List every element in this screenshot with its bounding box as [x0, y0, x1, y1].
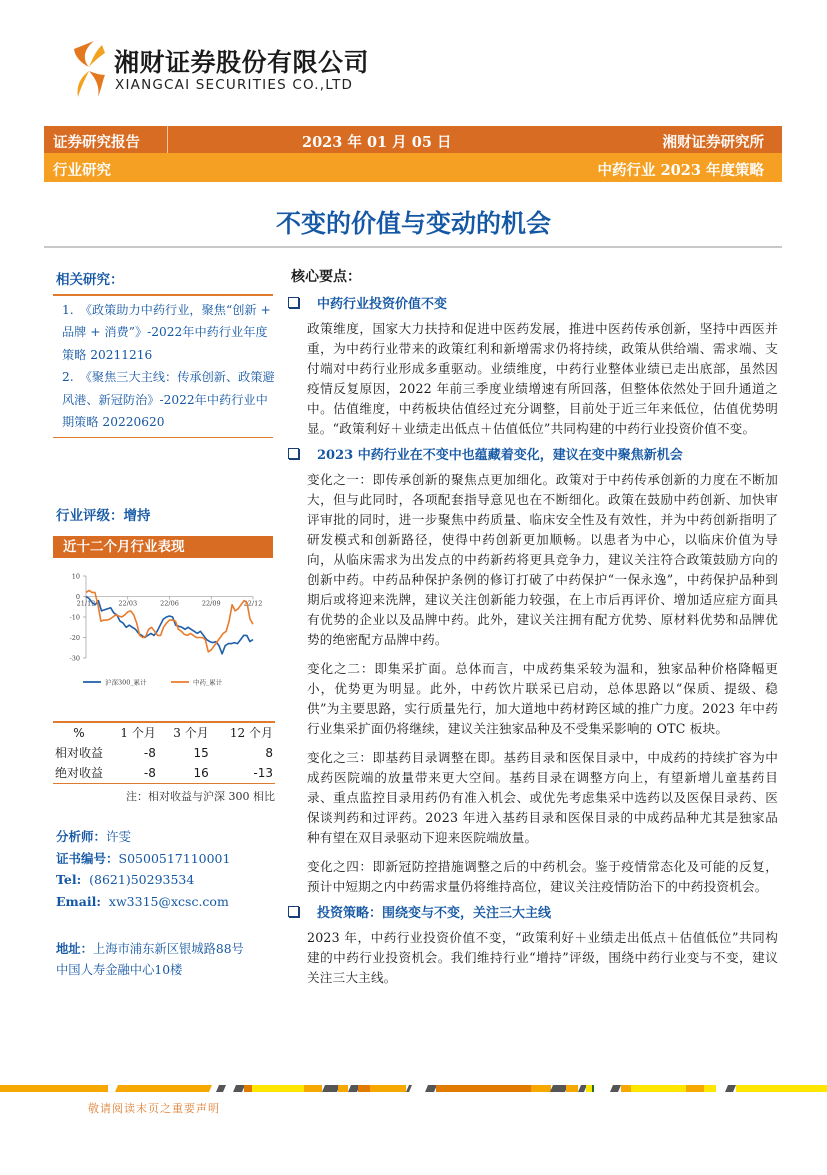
- analyst-info: [53, 826, 275, 912]
- related-research-heading: 相关研究：: [56, 272, 124, 288]
- y-tick-label: 0: [75, 593, 80, 601]
- email-address[interactable]: xw3315@xcsc.com: [108, 893, 229, 909]
- report-date: 2023 年 01 月 05 日: [302, 134, 452, 151]
- section-paragraph: 2023 年，中药行业投资价值不变，“政策利好＋业绩走出低点＋估值低位”共同构建的中药行业投资机会。我们维持行业“增持”评级，围绕中药行业变与不变，建议关注三大主线。: [307, 930, 778, 985]
- x-tick-label: 21/12: [76, 599, 96, 608]
- disclaimer-note: 敬请阅读末页之重要声明: [88, 1102, 220, 1115]
- analyst-name: 许雯: [106, 829, 132, 844]
- email-label: Email:: [56, 893, 101, 909]
- table-header: 1 个月: [120, 726, 156, 740]
- company-name-cn: 湘财证券股份有限公司: [114, 48, 370, 77]
- checkbox-bullet-icon: [288, 906, 299, 917]
- cert-label: 证书编号：: [56, 850, 119, 866]
- table-header: 3 个月: [173, 726, 209, 740]
- row-label: 绝对收益: [55, 766, 104, 780]
- table-header: %: [73, 725, 85, 740]
- section-paragraph: 变化之一：即传承创新的聚焦点更加细化。政策对于中药传承创新的力度在不断加大，但与此同时，各项配套指导意见也在不断细化。政策在鼓励中药创新、加快审评审批的同时，进一步聚焦中药质量、临床安全性及有效性，并为中药创新指明了研发模式和创新路径，使得中药创新更加顺畅。以患者为中心，以临床价值为导向，从临床需求为出发点的中药新药将更具竞争力，建议关注符合政策鼓励方向的创新中药。中药品种保护条例的修订打破了中药保护“一保永逸”，中药保护品种到期后或将迎来洗牌，建议关注创新能力较强，在上市后再评价、增加适应症方面具有优势的企业以及品牌中药。此外，建议关注拥有配方优势、原材料优势和品牌优势的绝密配方品牌中药。: [307, 472, 778, 647]
- row-label: 相对收益: [55, 746, 104, 760]
- y-tick-label: -20: [69, 634, 80, 642]
- page-footer: [0, 1085, 827, 1130]
- table-cell: 16: [193, 765, 209, 780]
- address-line: 上海市浦东新区银城路88号: [92, 942, 244, 956]
- analyst-label: 分析师：: [56, 829, 107, 844]
- sidebar: [53, 268, 275, 981]
- table-cell: -13: [253, 765, 273, 780]
- y-tick-label: -10: [69, 613, 80, 622]
- tel-label: Tel:: [56, 872, 82, 887]
- table-cell: -8: [143, 745, 156, 760]
- y-tick-label: -30: [69, 654, 80, 663]
- table-note: 注：相对收益与沪深 300 相比: [126, 790, 275, 803]
- band-divider: [167, 126, 168, 153]
- table-row: [55, 763, 273, 783]
- section-heading-text: 中药行业投资价值不变: [317, 297, 448, 312]
- section-heading-text: 2023 中药行业在不变中也蕴藏着变化，建议在变中聚焦新机会: [317, 448, 683, 463]
- checkbox-bullet-icon: [288, 297, 299, 308]
- section-heading: [288, 905, 778, 923]
- address-info: [53, 938, 275, 981]
- section-heading-text: 投资策略：围绕变与不变，关注三大主线: [317, 906, 552, 921]
- company-name-en: XIANGCAI SECURITIES CO.,LTD: [115, 77, 354, 93]
- related-bottom-rule: [53, 437, 273, 439]
- section-heading: [288, 296, 778, 314]
- x-tick-label: 22/09: [201, 599, 221, 608]
- checkbox-bullet-icon: [288, 448, 299, 459]
- performance-heading: 近十二个月行业表现: [53, 536, 273, 558]
- page-title: 不变的价值与变动的机会: [275, 209, 551, 238]
- cert-number: S0500517110001: [118, 850, 231, 866]
- report-category: 行业研究: [53, 162, 111, 179]
- institute-name: 湘财证券研究所: [662, 134, 764, 151]
- address-label: 地址：: [56, 941, 93, 956]
- header-band-primary: [44, 126, 782, 153]
- legend-label: 沪深300_累计: [105, 678, 147, 687]
- section-paragraph: 政策维度，国家大力扶持和促进中医药发展，推进中医药传承创新，坚持中西医并重，为中药行业带来的政策红利和新增需求仍将持续，政策从供给端、需求端、支付端对中药行业形成多重驱动。业绩维度，中药行业整体业绩已走出底部，虽然因疫情反复原因，2022 年前三季度业绩增速有所回落，但整体依然处于回升通道之中。估值维度，中药板块估值经过充分调整，目前处于近三年来低位，估值优势明显。“政策利好＋业绩走出低点＋估值低位”共同构建的中药行业投资价值不变。: [307, 321, 778, 436]
- table-row: [55, 743, 273, 763]
- related-research-list: [53, 296, 275, 437]
- section-paragraph: 变化之四：即新冠防控措施调整之后的中药机会。鉴于疫情常态化及可能的反复，预计中短期之内中药需求量仍将维持高位，建议关注疫情防治下的中药投资机会。: [307, 859, 778, 894]
- section-heading: [288, 447, 778, 465]
- section-paragraph: 变化之二：即集采扩面。总体而言，中成药集采较为温和，独家品种价格降幅更小，优势更为明显。此外，中药饮片联采已启动，总体思路以“保质、提级、稳供”为主要思路，实行质量先行，加大道地中药材跨区域的推广力度。2023 年中药行业集采扩面仍将继续，建议关注独家品种及不受集采影响的 OTC 板块。: [307, 661, 778, 736]
- industry-rating: 行业评级：增持: [56, 508, 151, 524]
- table-bottom-rule: [53, 783, 275, 785]
- x-tick-label: 22/12: [243, 599, 263, 608]
- address-line: 中国人寿金融中心10楼: [56, 963, 183, 977]
- xiangcai-logo-icon: [72, 39, 106, 99]
- main-content: [288, 266, 778, 1008]
- table-cell: 15: [193, 745, 209, 760]
- footer-stripe: [0, 1085, 827, 1092]
- x-tick-label: 22/06: [160, 599, 179, 608]
- performance-chart: [53, 566, 275, 696]
- performance-table: [55, 723, 273, 783]
- related-item[interactable]: 2. 《聚焦三大主线：传承创新、政策避风港、新冠防治》-2022年中药行业中期策略 20220620: [62, 370, 275, 429]
- y-tick-label: 10: [71, 572, 80, 581]
- table-header: 12 个月: [229, 726, 273, 740]
- table-header-row: [55, 723, 273, 743]
- x-tick-label: 22/03: [118, 599, 138, 608]
- title-divider: [44, 246, 782, 248]
- table-cell: -8: [143, 765, 156, 780]
- company-logo: [72, 39, 392, 99]
- tel-number: (8621)50293534: [89, 872, 195, 887]
- core-points-heading: 核心要点：: [291, 269, 361, 285]
- section-paragraph: 变化之三：即基药目录调整在即。基药目录和医保目录中，中成药的持续扩容为中成药医院端的放量带来更大空间。基药目录在调整方向上，有望新增儿童基药目录、重点监控目录用药仍有准入机会、或优先考虑集采中选药以及医保目录药、医保谈判药和过评药。2023 年进入基药目录和医保目录的中成药品种尤其是独家品种有望在双目录驱动下迎来医院端放量。: [307, 750, 778, 845]
- legend-label: 中药_累计: [193, 678, 223, 687]
- related-item[interactable]: 1. 《政策助力中药行业，聚焦“创新 + 品牌 + 消费”》-2022年中药行业年度策略 20211216: [62, 302, 271, 362]
- report-type: 证券研究报告: [53, 134, 140, 151]
- header-band-secondary: [44, 153, 782, 182]
- report-subject: 中药行业 2023 年度策略: [597, 162, 764, 179]
- table-cell: 8: [265, 745, 273, 760]
- chart-legend: [83, 678, 223, 687]
